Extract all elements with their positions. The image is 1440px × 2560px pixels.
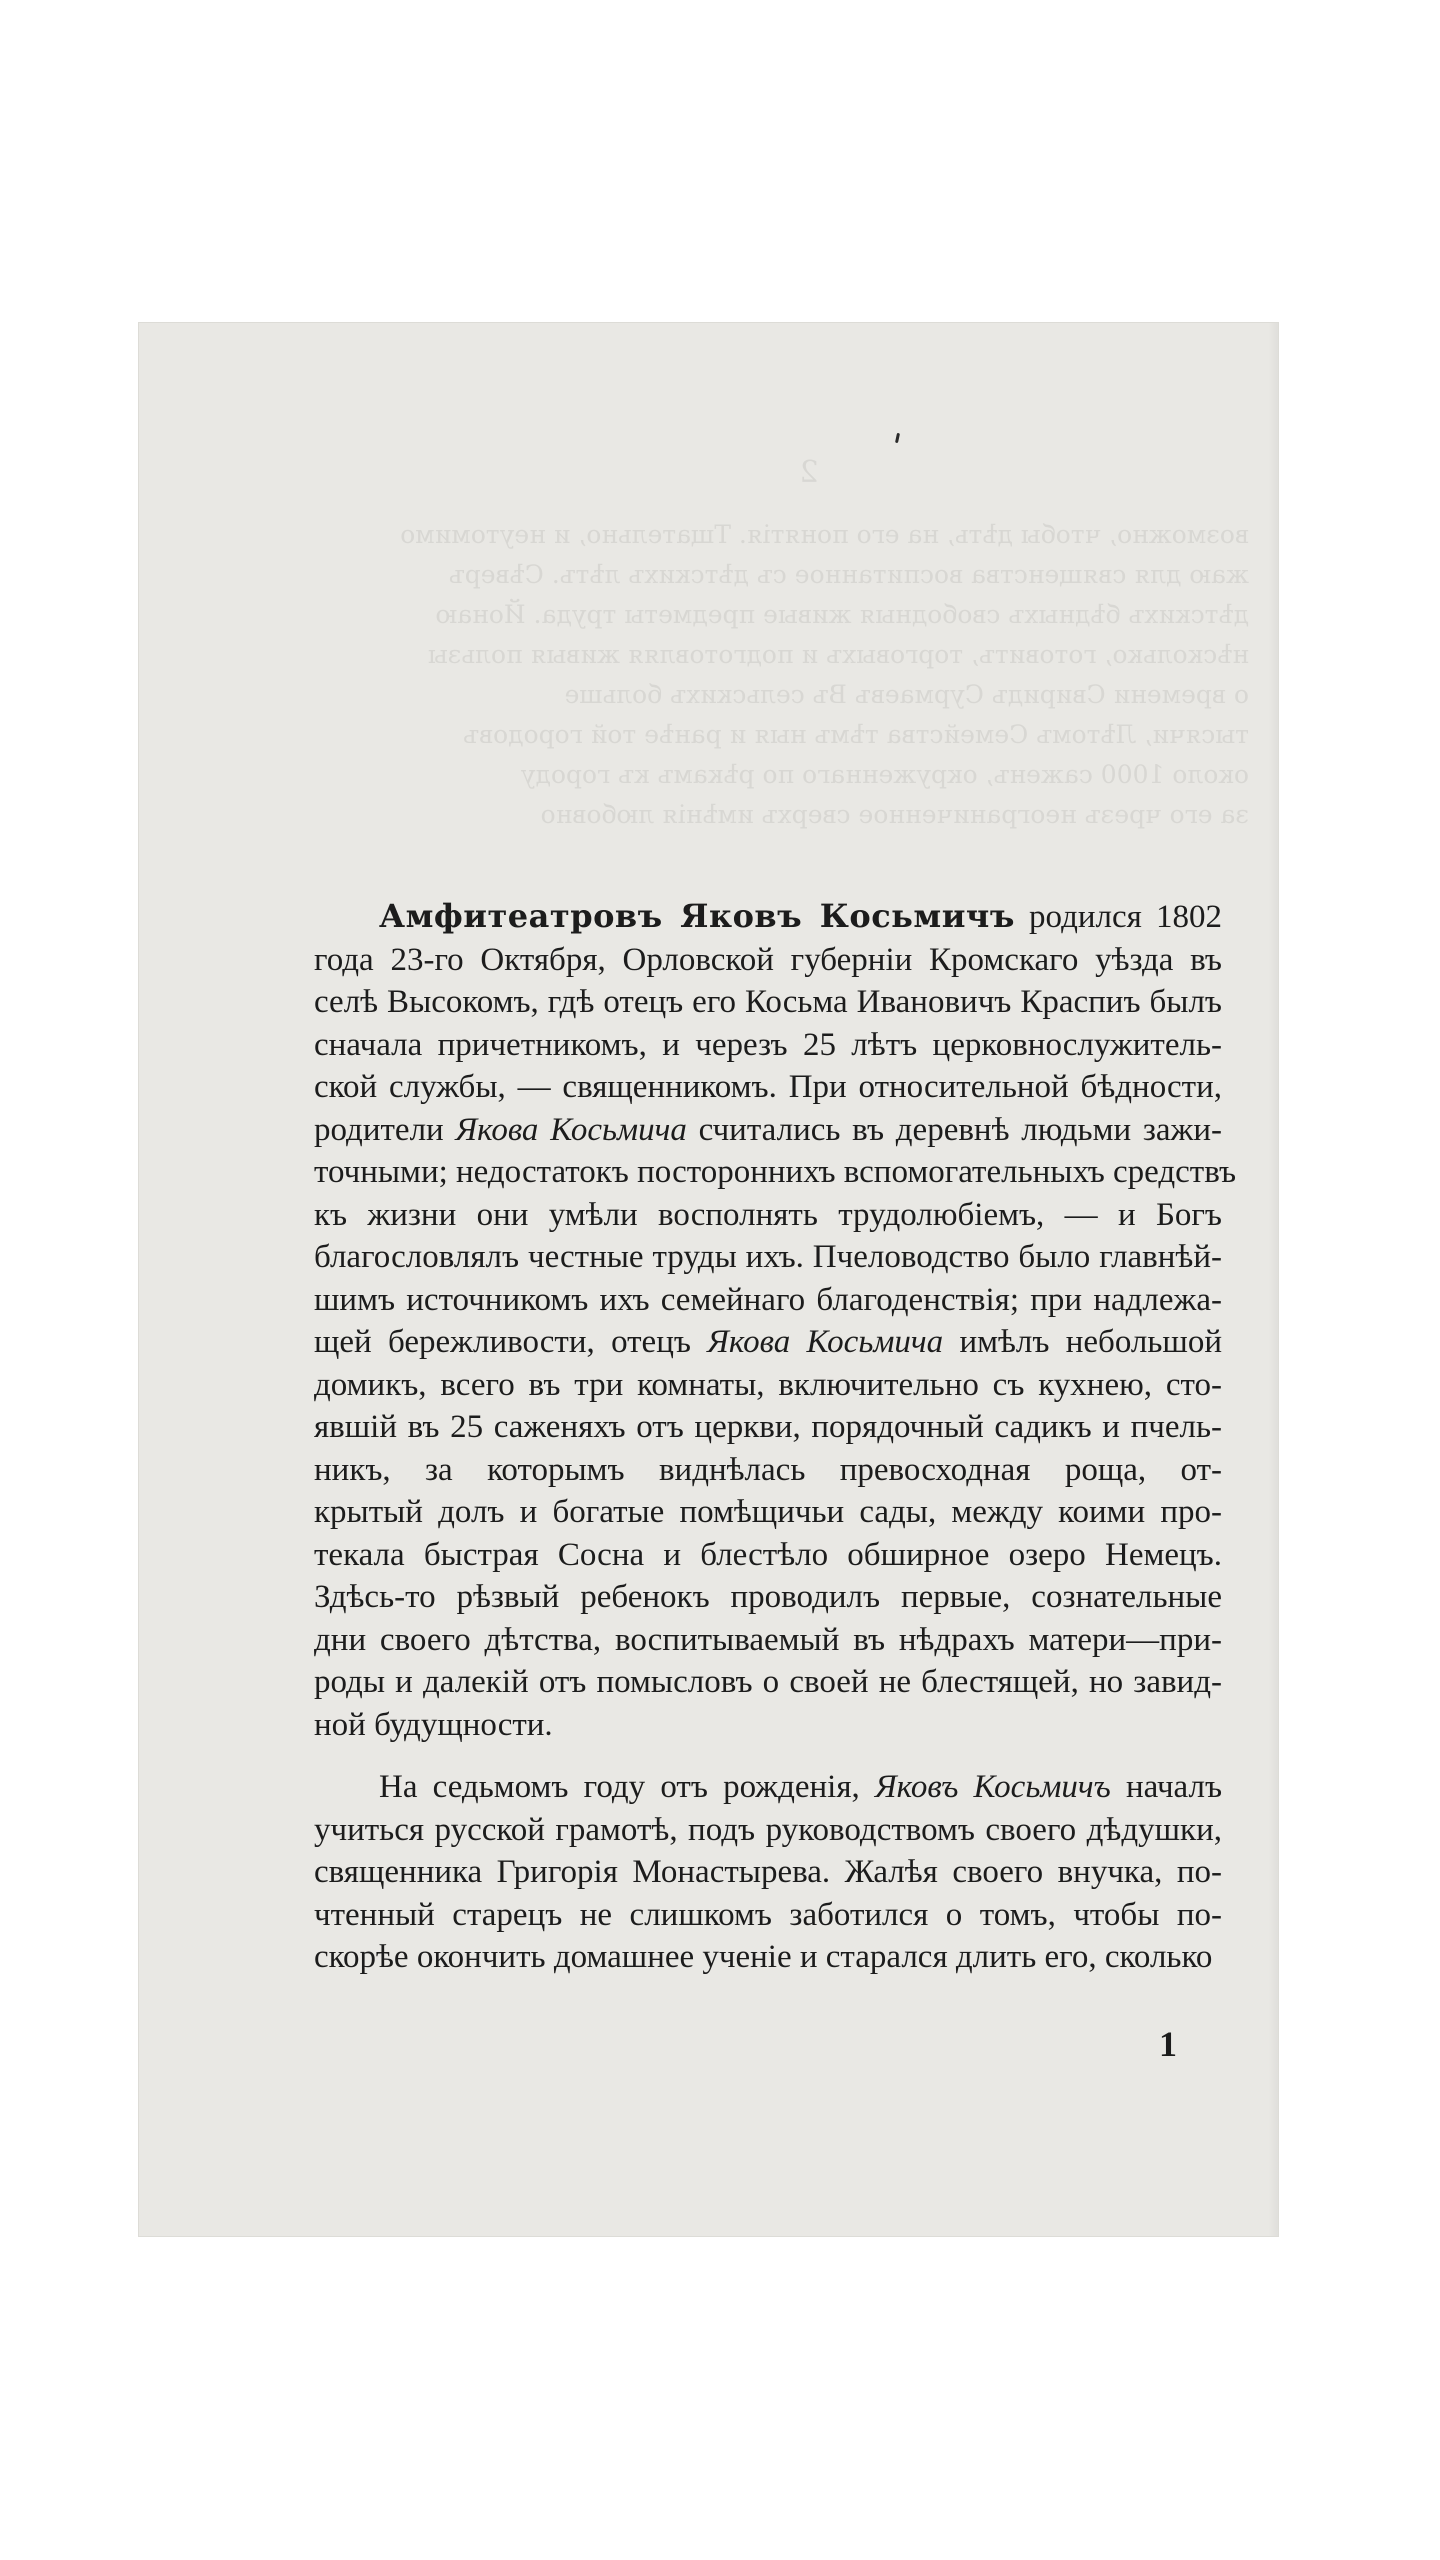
text-run: щей бережливости, отецъ bbox=[314, 1324, 708, 1360]
bleed-through-line: дѣтскихъ бѣдныхъ свободныя живые предметы труда. Йонаю bbox=[435, 600, 1249, 629]
text-run: считались въ деревнѣ людьми зажи- bbox=[686, 1111, 1223, 1148]
body-text bbox=[314, 895, 1237, 1979]
text-line bbox=[314, 1851, 1222, 1894]
text-line bbox=[314, 1109, 1222, 1152]
text-line bbox=[314, 1704, 1222, 1747]
text-run: имѣлъ небольшой bbox=[943, 1324, 1222, 1360]
paragraph-gap bbox=[314, 1746, 1222, 1766]
text-line bbox=[314, 1449, 1222, 1492]
text-run: чтенный старецъ не слишкомъ заботился о томъ, чтобы по- bbox=[314, 1896, 1222, 1933]
subject-name: Амфитеатровъ Яковъ Косьмичъ bbox=[379, 897, 1015, 935]
text-run: благословлялъ честные труды ихъ. Пчеловодство было главнѣй- bbox=[314, 1239, 1222, 1275]
text-run: селѣ Высокомъ, гдѣ отецъ его Косьма Ивановичъ Краспиъ былъ bbox=[314, 984, 1222, 1020]
text-line bbox=[314, 1024, 1222, 1067]
text-run: явшій въ 25 саженяхъ отъ церкви, порядочный садикъ и пчель- bbox=[314, 1409, 1222, 1445]
text-run: началъ bbox=[1110, 1769, 1223, 1805]
text-run: На седьмомъ году отъ рожденія, bbox=[379, 1769, 875, 1805]
bleed-through-page-number: 2 bbox=[799, 455, 819, 490]
text-run: крытый долъ и богатые помѣщичьи сады, между коими про- bbox=[314, 1494, 1222, 1530]
book-page bbox=[139, 323, 1278, 2236]
text-run: сначала причетникомъ, и черезъ 25 лѣтъ церковнослужитель- bbox=[314, 1026, 1222, 1063]
text-line bbox=[314, 1279, 1222, 1322]
text-run: учиться русской грамотѣ, подъ руководствомъ своего дѣдушки, bbox=[314, 1811, 1222, 1848]
text-line bbox=[314, 1066, 1222, 1109]
page-edge-shadow bbox=[1268, 323, 1278, 2236]
text-line bbox=[314, 1364, 1222, 1407]
text-run: родился 1802 bbox=[1014, 899, 1223, 935]
bleed-through-text bbox=[369, 453, 1249, 835]
text-run: къ жизни они умѣли восполнять трудолюбіемъ, — и Богъ bbox=[314, 1196, 1222, 1233]
ink-speck bbox=[895, 433, 900, 443]
text-line bbox=[314, 1151, 1237, 1194]
text-line bbox=[314, 981, 1222, 1024]
paragraph bbox=[314, 1766, 1222, 1979]
text-line bbox=[314, 1534, 1222, 1577]
text-line bbox=[314, 1321, 1222, 1364]
bleed-through-line: за его чрезъ неограниченное сверхъ имѣнія любовно bbox=[540, 800, 1249, 829]
text-line bbox=[314, 1766, 1222, 1809]
text-run: ской службы, — священникомъ. При относительной бѣдности, bbox=[314, 1069, 1222, 1105]
text-line bbox=[314, 1406, 1222, 1449]
text-run: скорѣе окончить домашнее ученіе и старался длить его, сколько bbox=[314, 1939, 1213, 1975]
text-line bbox=[314, 1809, 1222, 1852]
text-run: родители bbox=[314, 1111, 456, 1148]
text-line bbox=[314, 1491, 1222, 1534]
text-run: шимъ источникомъ ихъ семейнаго благоденствія; при надлежа- bbox=[314, 1281, 1222, 1318]
bleed-through-line: о времени Свиридъ Сурмаевъ Въ сельскихъ больше bbox=[564, 680, 1249, 709]
bleed-through-line: около 1000 саженъ, окруженнаго по рѣкамъ къ городу bbox=[520, 760, 1249, 789]
bleed-through-line: нѣсколько, готовитъ, торговыхъ и подготовляя живыя пользы bbox=[427, 640, 1249, 669]
text-line bbox=[314, 1894, 1222, 1937]
bleed-through-line: тысячи, Лѣтомъ Семейства тѣмъ ныя и ранѣе той городовъ bbox=[463, 720, 1249, 749]
text-line bbox=[314, 1619, 1222, 1662]
text-line bbox=[314, 1936, 1222, 1979]
text-run: текала быстрая Сосна и блестѣло обширное озеро Немецъ. bbox=[314, 1536, 1222, 1573]
bleed-through-line: жаю для священства воспитанное съ дѣтскихъ лѣтъ. Сѣверъ bbox=[448, 560, 1249, 589]
italic-name: Якова Косьмича bbox=[455, 1111, 687, 1148]
text-line bbox=[314, 1194, 1222, 1237]
text-run: домикъ, всего въ три комнаты, включительно съ кухнею, сто- bbox=[314, 1366, 1222, 1403]
italic-name: Якова Косьмича bbox=[707, 1324, 944, 1360]
text-line bbox=[314, 1236, 1222, 1279]
paragraph bbox=[314, 895, 1237, 1746]
text-run: года 23-го Октября, Орловской губерніи Кромскаго уѣзда въ bbox=[314, 941, 1222, 978]
text-run: дни своего дѣтства, воспитываемый въ нѣдрахъ матери—при- bbox=[314, 1621, 1222, 1658]
text-run: никъ, за которымъ виднѣлась превосходная роща, от- bbox=[314, 1451, 1222, 1488]
text-run: точными; недостатокъ постороннихъ вспомогательныхъ средствъ bbox=[314, 1154, 1237, 1190]
text-run: ной будущности. bbox=[314, 1706, 553, 1743]
text-run: роды и далекій отъ помысловъ о своей не блестящей, но завид- bbox=[314, 1664, 1222, 1700]
page-number: 1 bbox=[1159, 2024, 1177, 2064]
text-run: Здѣсь-то рѣзвый ребенокъ проводилъ первые, сознательные bbox=[314, 1579, 1222, 1615]
italic-name: Яковъ Косьмичъ bbox=[874, 1769, 1111, 1805]
text-line bbox=[314, 895, 1222, 939]
text-line bbox=[314, 1661, 1222, 1704]
bleed-through-line: возможно, чтобы дѣть, на его понятія. Тщательно, и неутомимо bbox=[400, 520, 1249, 549]
text-line bbox=[314, 939, 1222, 982]
text-line bbox=[314, 1576, 1222, 1619]
text-run: священника Григорія Монастырева. Жалѣя своего внучка, по- bbox=[314, 1854, 1222, 1890]
